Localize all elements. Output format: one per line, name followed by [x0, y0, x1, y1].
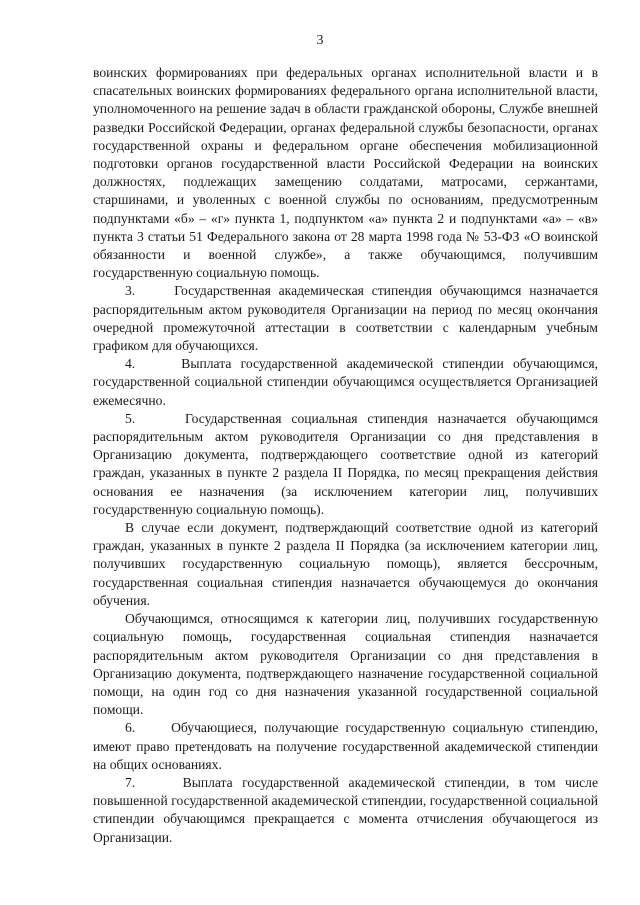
- paragraph-item-7: 7. Выплата государственной академической стипендии, в том числе повышенной государственной академической стипендии, государственной социальной стипендии обучающимся прекращается с момента отчисления обучающегося из Организации.: [93, 774, 598, 845]
- paragraph-item-3: 3. Государственная академическая стипендия обучающимся назначается распорядительным актом руководителя Организации на период по месяц окончания очередной промежуточной аттестации в соответствии с календарным учебным графиком для обучающихся.: [93, 283, 598, 354]
- paragraph-item-5-social-aid: Обучающимся, относящимся к категории лиц, получивших государственную социальную помощь, государственная социальная стипендия назначается распорядительным актом руководителя Организации со дня представления в Организацию документа, подтверждающего назначение государственной социальной помощи, на один год со дня назначения указанной государственной социальной помощи.: [93, 611, 598, 718]
- paragraph-item-4: 4. Выплата государственной академической стипендии обучающимся, государственной социальной стипендии обучающимся осуществляется Организацией ежемесячно.: [93, 356, 598, 408]
- paragraph-continuation: воинских формированиях при федеральных органах исполнительной власти и в спасательных воинских формированиях федерального органа исполнительной власти, уполномоченного на решение задач в области гражданской обороны, Службе внешней разведки Российской Федерации, органах федеральной службы безопасности, органах государственной охраны и федеральном органе обеспечения мобилизационной подготовки органов государственной власти Российской Федерации на воинских должностях, подлежащих замещению солдатами, матросами, сержантами, старшинами, и уволенных с военной службы по основаниям, предусмотренным подпунктами «б» – «г» пункта 1, подпунктом «а» пункта 2 и подпунктами «а» – «в» пункта 3 статьи 51 Федерального закона от 28 марта 1998 года № 53-ФЗ «О воинской обязанности и военной службе», а также обучающимся, получившим государственную социальную помощь.: [93, 65, 598, 281]
- paragraph-item-5: 5. Государственная социальная стипендия назначается обучающимся распорядительным актом руководителя Организации со дня представления в Организацию документа, подтверждающего соответствие одной из категорий граждан, указанных в пункте 2 раздела II Порядка, по месяц прекращения действия основания ее назначения (за исключением категории лиц, получивших государственную социальную помощь).: [93, 410, 598, 517]
- document-body: [93, 64, 598, 847]
- paragraph-item-6: 6. Обучающиеся, получающие государственную социальную стипендию, имеют право претендовать на получение государственной академической стипендии на общих основаниях.: [93, 720, 598, 772]
- page-number: 3: [316, 33, 324, 48]
- paragraph-item-5-indefinite: В случае если документ, подтверждающий соответствие одной из категорий граждан, указанных в пункте 2 раздела II Порядка (за исключением категории лиц, получивших государственную социальную помощь), является бессрочным, государственная социальная стипендия назначается обучающемуся до окончания обучения.: [93, 520, 598, 608]
